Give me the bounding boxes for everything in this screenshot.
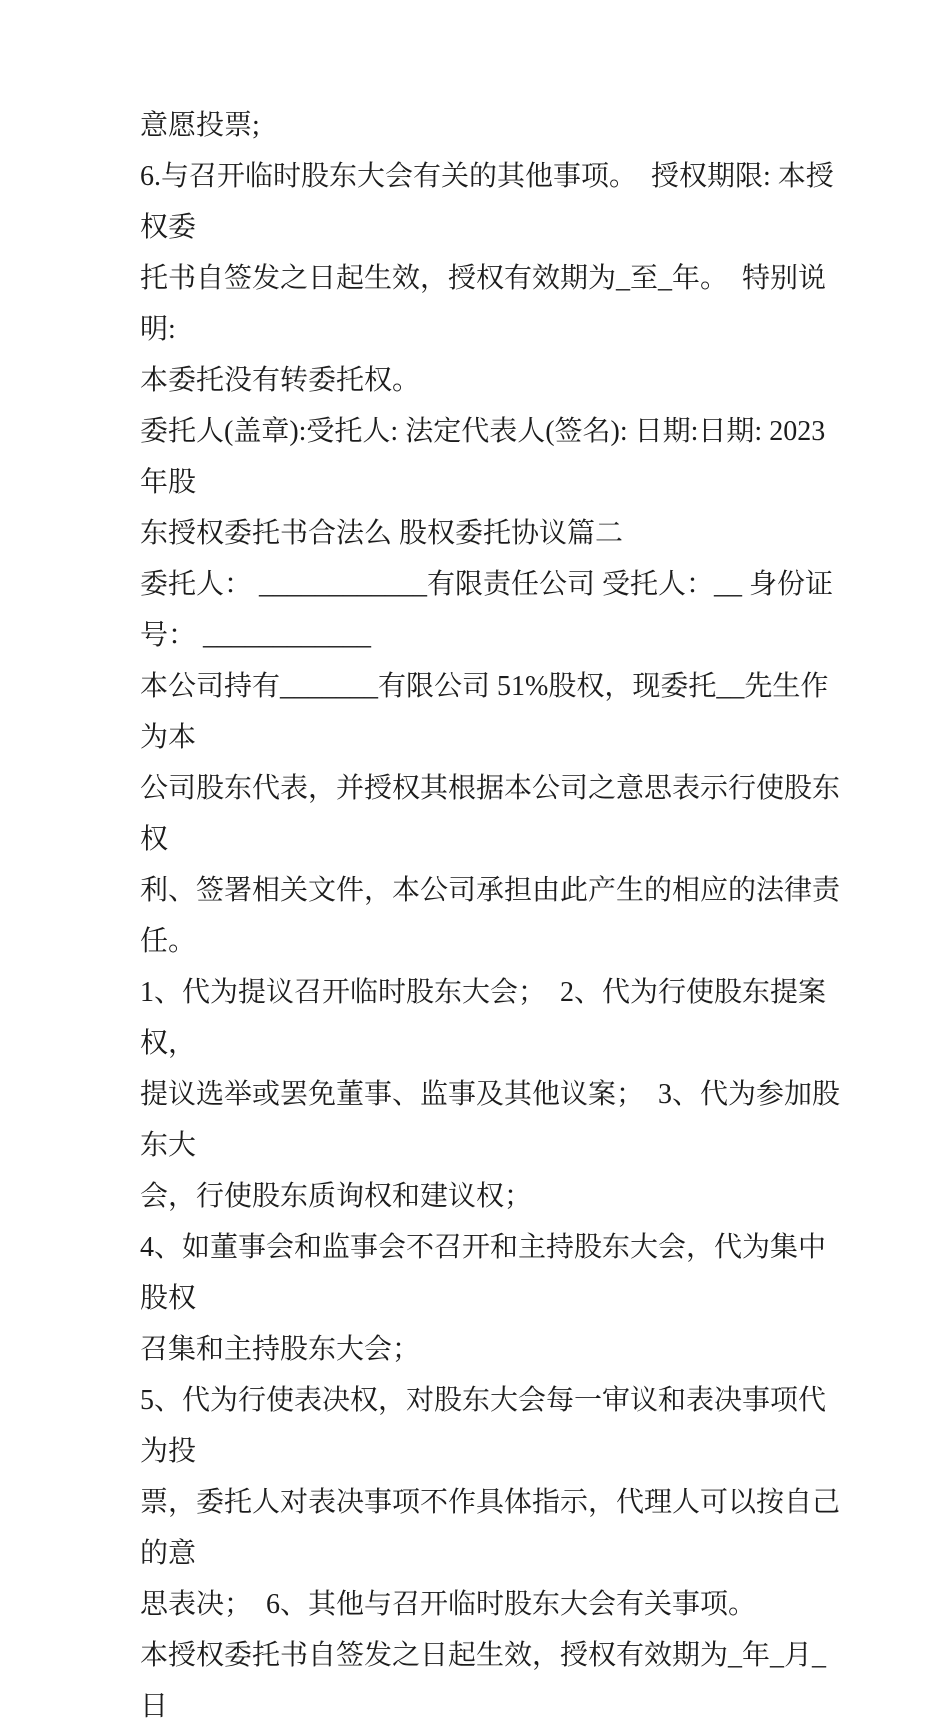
text-line: 号： ____________	[140, 620, 372, 651]
text-line: 托书自签发之日起生效，授权有效期为_至_年。 特别说明:	[140, 263, 827, 345]
text-line: 提议选举或罢免董事、监事及其他议案； 3、代为参加股东大	[140, 1079, 841, 1161]
text-line: 本委托没有转委托权。	[140, 365, 421, 396]
text-line: 召集和主持股东大会；	[140, 1334, 421, 1365]
text-line: 东授权委托书合法么 股权委托协议篇二	[140, 518, 624, 549]
text-line: 1、代为提议召开临时股东大会； 2、代为行使股东提案权，	[140, 977, 827, 1059]
text-line: 利、签署相关文件，本公司承担由此产生的相应的法律责任。	[140, 875, 841, 957]
text-line: 票，委托人对表决事项不作具体指示，代理人可以按自己的意	[140, 1487, 841, 1569]
text-line: 会，行使股东质询权和建议权；	[140, 1181, 533, 1212]
text-line: 委托人： ____________有限责任公司 受托人：__ 身份证	[140, 569, 834, 600]
text-line: 5、代为行使表决权，对股东大会每一审议和表决事项代为投	[140, 1385, 827, 1467]
text-line: 意愿投票;	[140, 110, 260, 141]
text-line: 委托人(盖章):受托人: 法定代表人(签名): 日期:日期: 2023 年股	[140, 416, 833, 498]
text-line: 思表决； 6、其他与召开临时股东大会有关事项。	[140, 1589, 757, 1620]
text-line: 本公司持有_______有限公司 51%股权，现委托__先生作为本	[140, 671, 829, 753]
text-line: 4、如董事会和监事会不召开和主持股东大会，代为集中股权	[140, 1232, 827, 1314]
text-line: 6.与召开临时股东大会有关的其他事项。 授权期限: 本授权委	[140, 161, 834, 243]
text-line: 公司股东代表，并授权其根据本公司之意思表示行使股东权	[140, 773, 841, 855]
text-line: 本授权委托书自签发之日起生效，授权有效期为_年_月_日	[140, 1640, 827, 1722]
